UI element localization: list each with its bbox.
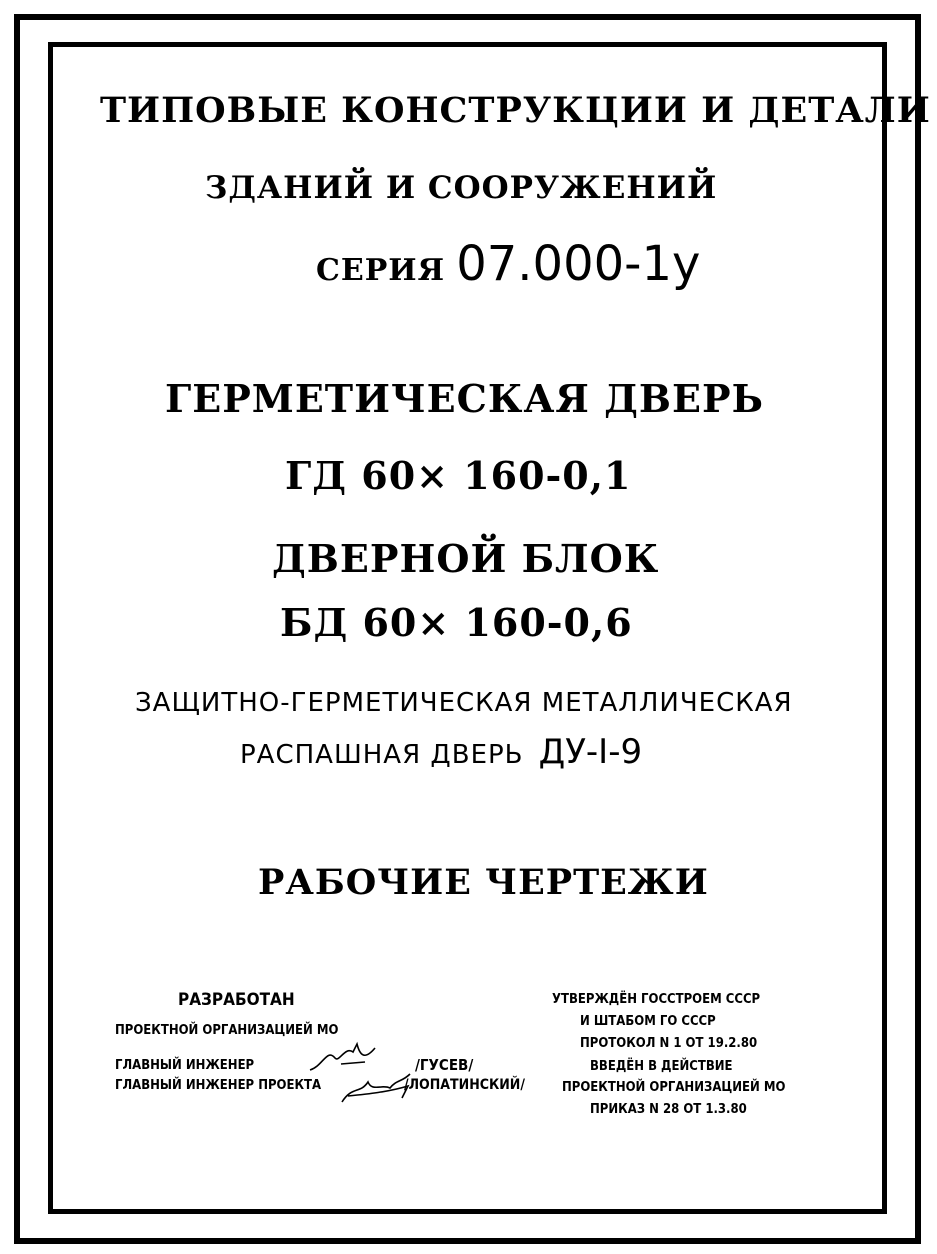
header-line-1: ТИПОВЫЕ КОНСТРУКЦИИ И ДЕТАЛИ [100, 90, 931, 131]
description-line-2 [240, 732, 642, 772]
product-2-title: ДВЕРНОЙ БЛОК [272, 536, 660, 581]
approved-line-2: И ШТАБОМ ГО СССР [580, 1014, 716, 1029]
project-engineer-label: ГЛАВНЫЙ ИНЖЕНЕР ПРОЕКТА [115, 1078, 322, 1093]
description-line-2-text: РАСПАШНАЯ ДВЕРЬ [240, 740, 524, 770]
header-line-2: ЗДАНИЙ И СООРУЖЕНИЙ [205, 170, 718, 206]
product-1-title: ГЕРМЕТИЧЕСКАЯ ДВЕРЬ [165, 376, 764, 421]
approved-line-6: ПРИКАЗ N 28 ОТ 1.3.80 [590, 1102, 747, 1117]
description-line-1: ЗАЩИТНО-ГЕРМЕТИЧЕСКАЯ МЕТАЛЛИЧЕСКАЯ [135, 688, 793, 718]
developed-org: ПРОЕКТНОЙ ОРГАНИЗАЦИЕЙ МО [115, 1023, 339, 1038]
series-number: 07.000-1у [456, 236, 701, 292]
approved-line-4: ВВЕДЁН В ДЕЙСТВИЕ [590, 1059, 733, 1074]
series-line [316, 236, 700, 292]
product-2-code: БД 60× 160-0,6 [280, 600, 633, 645]
product-1-code: ГД 60× 160-0,1 [285, 453, 632, 498]
chief-engineer-label: ГЛАВНЫЙ ИНЖЕНЕР [115, 1058, 255, 1073]
door-code: ДУ-I-9 [538, 732, 643, 772]
chief-engineer-name: /ГУСЕВ/ [415, 1056, 474, 1074]
series-word: СЕРИЯ [316, 253, 446, 288]
approved-line-3: ПРОТОКОЛ N 1 ОТ 19.2.80 [580, 1036, 758, 1051]
project-engineer-name: /ЛОПАТИНСКИЙ/ [404, 1077, 525, 1093]
developed-heading: РАЗРАБОТАН [178, 990, 295, 1010]
signature-project-engineer [338, 1068, 418, 1110]
approved-line-5: ПРОЕКТНОЙ ОРГАНИЗАЦИЕЙ МО [562, 1080, 786, 1095]
document-type: РАБОЧИЕ ЧЕРТЕЖИ [258, 862, 709, 903]
approved-line-1: УТВЕРЖДЁН ГОССТРОЕМ СССР [552, 992, 761, 1007]
